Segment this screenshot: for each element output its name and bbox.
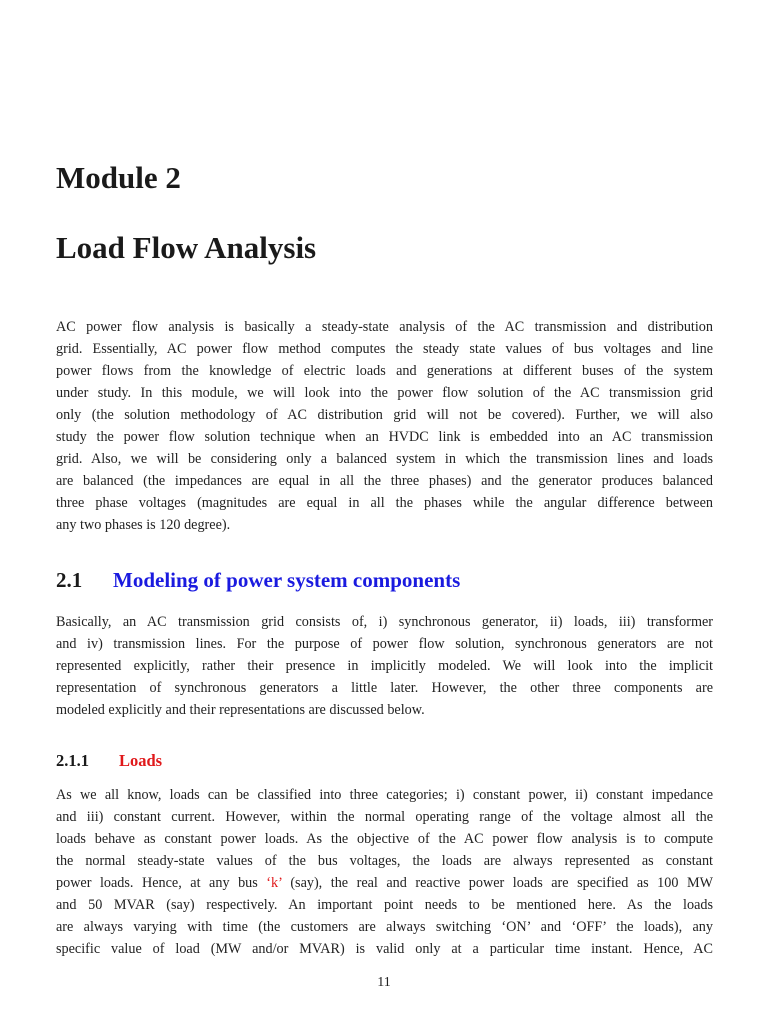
text-line: power flows from the knowledge of electric loads and generations at different buses of the system bbox=[56, 363, 713, 379]
text-line: grid. Essentially, AC power flow method computes the steady state values of bus voltages and line bbox=[56, 341, 713, 357]
subsection-heading bbox=[56, 751, 162, 771]
text-line: only (the solution methodology of AC distribution grid will not be covered). Further, we will also bbox=[56, 407, 713, 423]
text-line: any two phases is 120 degree). bbox=[56, 517, 231, 533]
text-line: Basically, an AC transmission grid consists of, i) synchronous generator, ii) loads, iii) transformer bbox=[56, 614, 713, 630]
text-line: grid. Also, we will be considering only a balanced system in which the transmission lines and loads bbox=[56, 451, 713, 467]
bus-k-highlight: ‘k’ bbox=[266, 875, 282, 891]
text-line bbox=[56, 872, 713, 894]
text-line: and iii) constant current. However, within the normal operating range of the voltage almost all the bbox=[56, 809, 713, 825]
text-line: under study. In this module, we will look into the power flow solution of the AC transmission grid bbox=[56, 385, 713, 401]
text-line: the normal steady-state values of the bus voltages, the loads are always represented as constant bbox=[56, 853, 713, 869]
text-line: specific value of load (MW and/or MVAR) is valid only at a particular time instant. Hence, AC bbox=[56, 941, 713, 957]
loads-paragraph bbox=[56, 784, 713, 960]
section-heading bbox=[56, 568, 460, 593]
section-paragraph bbox=[56, 611, 713, 721]
page-number: 11 bbox=[377, 975, 391, 990]
subsection-number: 2.1.1 bbox=[56, 751, 89, 770]
text-line: AC power flow analysis is basically a steady-state analysis of the AC transmission and distribution bbox=[56, 319, 713, 335]
chapter-title: Load Flow Analysis bbox=[56, 230, 317, 265]
section-title: Modeling of power system components bbox=[113, 568, 461, 592]
text-line: are balanced (the impedances are equal in all the three phases) and the generator produces balanced bbox=[56, 473, 713, 489]
text-line: and 50 MVAR (say) respectively. An important point needs to be mentioned here. As the loads bbox=[56, 897, 713, 913]
text-segment: (say), the real and reactive power loads are specified as 100 MW bbox=[281, 875, 713, 891]
text-line: are always varying with time (the customers are always switching ‘ON’ and ‘OFF’ the loads), any bbox=[56, 919, 713, 935]
text-line: modeled explicitly and their representations are discussed below. bbox=[56, 702, 425, 718]
text-line: and iv) transmission lines. For the purpose of power flow solution, synchronous generators are not bbox=[56, 636, 713, 652]
section-number: 2.1 bbox=[56, 568, 83, 592]
text-line: As we all know, loads can be classified into three categories; i) constant power, ii) constant impedance bbox=[56, 787, 713, 803]
text-line: representation of synchronous generators a little later. However, the other three components are bbox=[56, 680, 713, 696]
text-line: three phase voltages (magnitudes are equal in all the phases while the angular difference between bbox=[56, 495, 713, 511]
text-line: study the power flow solution technique when an HVDC link is embedded into an AC transmission bbox=[56, 429, 713, 445]
text-segment: power loads. Hence, at any bus bbox=[56, 875, 267, 891]
text-line: loads behave as constant power loads. As the objective of the AC power flow analysis is to compute bbox=[56, 831, 713, 847]
intro-paragraph bbox=[56, 316, 713, 536]
text-line: represented explicitly, rather their presence in implicitly modeled. We will look into the implicit bbox=[56, 658, 713, 674]
subsection-title: Loads bbox=[119, 751, 163, 770]
module-label: Module 2 bbox=[56, 160, 181, 195]
